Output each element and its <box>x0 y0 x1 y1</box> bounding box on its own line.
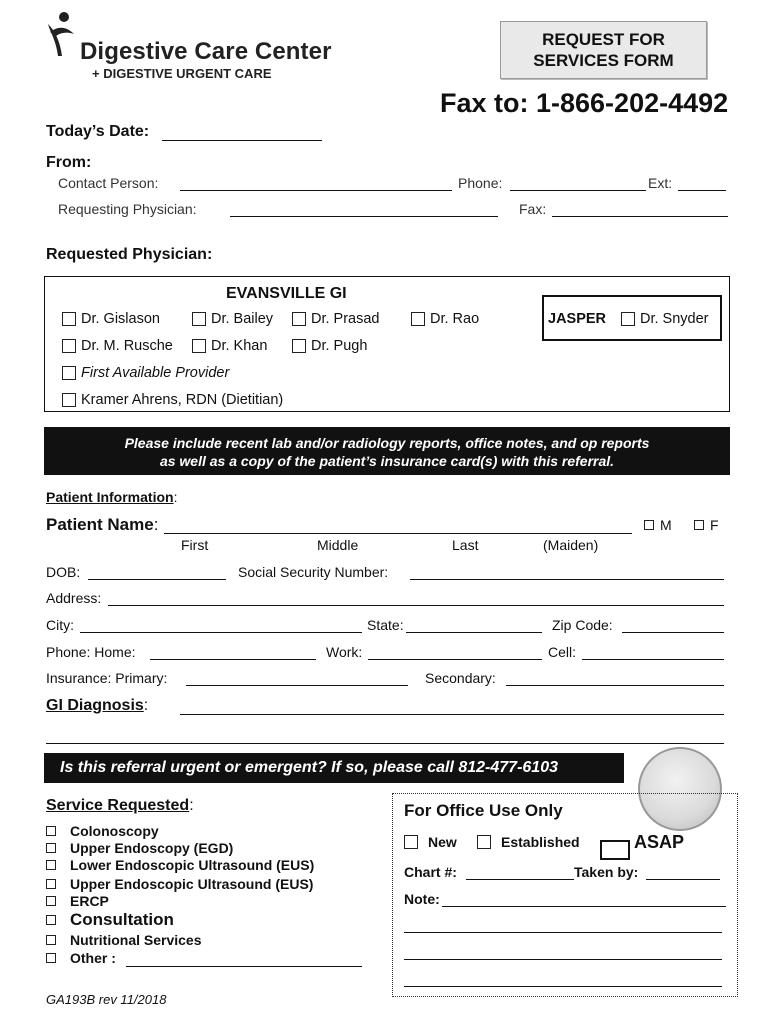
physician-option-m-rusche[interactable]: Dr. M. Rusche <box>62 338 173 354</box>
checkbox[interactable] <box>192 312 206 326</box>
note-field-line2[interactable] <box>404 932 722 933</box>
state-label: State: <box>367 617 404 633</box>
checkbox[interactable] <box>62 366 76 380</box>
checkbox[interactable] <box>292 339 306 353</box>
dob-label: DOB: <box>46 564 81 580</box>
city-label: City: <box>46 617 74 633</box>
service-upper-eus[interactable]: Upper Endoscopic Ultrasound (EUS) <box>46 876 313 892</box>
org-name: Digestive Care Center <box>80 38 332 65</box>
office-established-option[interactable]: Established <box>477 834 580 850</box>
service-nutritional[interactable]: Nutritional Services <box>46 932 202 948</box>
ssn-field[interactable] <box>410 579 724 580</box>
checkbox[interactable] <box>477 835 491 849</box>
checkbox[interactable] <box>62 393 76 407</box>
sex-female-option[interactable]: F <box>694 517 719 533</box>
patient-name-label: Patient Name: <box>46 515 159 534</box>
office-new-option[interactable]: New <box>404 834 457 850</box>
requesting-physician-field[interactable] <box>230 216 498 217</box>
checkbox[interactable] <box>192 339 206 353</box>
chart-number-label: Chart #: <box>404 864 457 880</box>
state-field[interactable] <box>406 632 542 633</box>
patient-info-heading: Patient Information: <box>46 489 178 505</box>
note-field-line3[interactable] <box>404 959 722 960</box>
physician-option-snyder[interactable]: Dr. Snyder <box>621 311 709 327</box>
fax-label: Fax: <box>519 201 547 217</box>
checkbox[interactable] <box>46 843 56 853</box>
taken-by-label: Taken by: <box>574 864 639 880</box>
first-available-option[interactable]: First Available Provider <box>62 365 229 381</box>
checkbox[interactable] <box>46 860 56 870</box>
physician-option-pugh[interactable]: Dr. Pugh <box>292 338 367 354</box>
checkbox[interactable] <box>46 826 56 836</box>
requesting-physician-label: Requesting Physician: <box>58 201 197 217</box>
form-revision: GA193B rev 11/2018 <box>46 992 167 1007</box>
name-sub-last: Last <box>452 537 479 553</box>
checkbox[interactable] <box>46 935 56 945</box>
city-field[interactable] <box>80 632 362 633</box>
gi-diagnosis-label: GI Diagnosis: <box>46 697 149 714</box>
checkbox[interactable] <box>694 520 704 530</box>
physician-option-prasad[interactable]: Dr. Prasad <box>292 311 380 327</box>
org-subtitle: + DIGESTIVE URGENT CARE <box>92 66 272 81</box>
gi-diagnosis-field[interactable] <box>180 714 724 715</box>
checkbox[interactable] <box>404 835 418 849</box>
jasper-label: JASPER <box>548 311 607 327</box>
note-field-line1[interactable] <box>442 906 726 907</box>
taken-by-field[interactable] <box>646 879 720 880</box>
patient-name-field[interactable] <box>164 533 632 534</box>
phone-work-field[interactable] <box>368 659 542 660</box>
checkbox[interactable] <box>46 953 56 963</box>
todays-date-field[interactable] <box>162 140 322 141</box>
dietitian-option[interactable]: Kramer Ahrens, RDN (Dietitian) <box>62 392 283 408</box>
checkbox[interactable] <box>621 312 635 326</box>
fax-to-number: Fax to: 1-866-202-4492 <box>440 88 729 118</box>
insurance-secondary-field[interactable] <box>506 685 724 686</box>
service-consultation[interactable]: Consultation <box>46 910 174 930</box>
urgent-referral-banner: Is this referral urgent or emergent? If so, please call 812-477-6103 <box>44 753 624 783</box>
name-sub-first: First <box>181 537 209 553</box>
insurance-primary-label: Insurance: Primary: <box>46 670 168 686</box>
insurance-primary-field[interactable] <box>186 685 408 686</box>
address-label: Address: <box>46 590 102 606</box>
fax-field[interactable] <box>552 216 728 217</box>
name-sub-middle: Middle <box>317 537 359 553</box>
checkbox[interactable] <box>292 312 306 326</box>
checkbox[interactable] <box>644 520 654 530</box>
checkbox[interactable] <box>62 312 76 326</box>
service-colonoscopy[interactable]: Colonoscopy <box>46 823 159 839</box>
address-field[interactable] <box>108 605 724 606</box>
physician-option-bailey[interactable]: Dr. Bailey <box>192 311 273 327</box>
phone-cell-field[interactable] <box>582 659 724 660</box>
phone-field[interactable] <box>510 190 646 191</box>
service-other[interactable]: Other : <box>46 950 116 966</box>
physician-option-khan[interactable]: Dr. Khan <box>192 338 267 354</box>
service-egd[interactable]: Upper Endoscopy (EGD) <box>46 840 233 856</box>
physician-option-gislason[interactable]: Dr. Gislason <box>62 311 160 327</box>
phone-home-field[interactable] <box>150 659 316 660</box>
logo-mark-icon <box>44 10 80 58</box>
sex-male-option[interactable]: M <box>644 517 672 533</box>
chart-number-field[interactable] <box>466 879 574 880</box>
phone-work-label: Work: <box>326 644 363 660</box>
phone-cell-label: Cell: <box>548 644 577 660</box>
zip-field[interactable] <box>622 632 724 633</box>
checkbox[interactable] <box>46 879 56 889</box>
phone-label: Phone: <box>458 175 503 191</box>
asap-checkbox[interactable] <box>600 840 630 860</box>
todays-date-label: Today’s Date: <box>46 123 150 140</box>
evansville-gi-title: EVANSVILLE GI <box>226 285 347 302</box>
note-label: Note: <box>404 891 440 907</box>
zip-label: Zip Code: <box>552 617 613 633</box>
form-title-line2: SERVICES FORM <box>533 51 674 70</box>
dob-field[interactable] <box>88 579 226 580</box>
asap-label: ASAP <box>634 832 685 852</box>
from-label: From: <box>46 154 92 171</box>
form-title <box>500 21 707 79</box>
checkbox[interactable] <box>62 339 76 353</box>
notice-line2: as well as a copy of the patient’s insurance card(s) with this referral. <box>159 453 615 469</box>
ssn-label: Social Security Number: <box>238 564 389 580</box>
note-field-line4[interactable] <box>404 986 722 987</box>
ext-field[interactable] <box>678 190 726 191</box>
checkbox[interactable] <box>46 896 56 906</box>
service-requested-heading: Service Requested: <box>46 797 194 814</box>
contact-person-label: Contact Person: <box>58 175 159 191</box>
checkbox[interactable] <box>411 312 425 326</box>
attachments-notice <box>44 427 730 475</box>
checkbox[interactable] <box>46 915 56 925</box>
notice-line1: Please include recent lab and/or radiology reports, office notes, and op reports <box>124 435 650 451</box>
gi-diagnosis-field-line2[interactable] <box>46 743 724 744</box>
physician-option-rao[interactable]: Dr. Rao <box>411 311 479 327</box>
contact-person-field[interactable] <box>180 190 452 191</box>
insurance-secondary-label: Secondary: <box>425 670 496 686</box>
phone-home-label: Phone: Home: <box>46 644 136 660</box>
office-use-box <box>392 793 738 997</box>
ext-label: Ext: <box>648 175 673 191</box>
service-lower-eus[interactable]: Lower Endoscopic Ultrasound (EUS) <box>46 857 314 873</box>
requested-physician-heading: Requested Physician: <box>46 246 213 263</box>
service-ercp[interactable]: ERCP <box>46 893 109 909</box>
office-use-heading: For Office Use Only <box>404 801 563 820</box>
form-title-line1: REQUEST FOR <box>542 30 665 49</box>
name-sub-maiden: (Maiden) <box>543 537 599 553</box>
service-other-field[interactable] <box>126 966 362 967</box>
